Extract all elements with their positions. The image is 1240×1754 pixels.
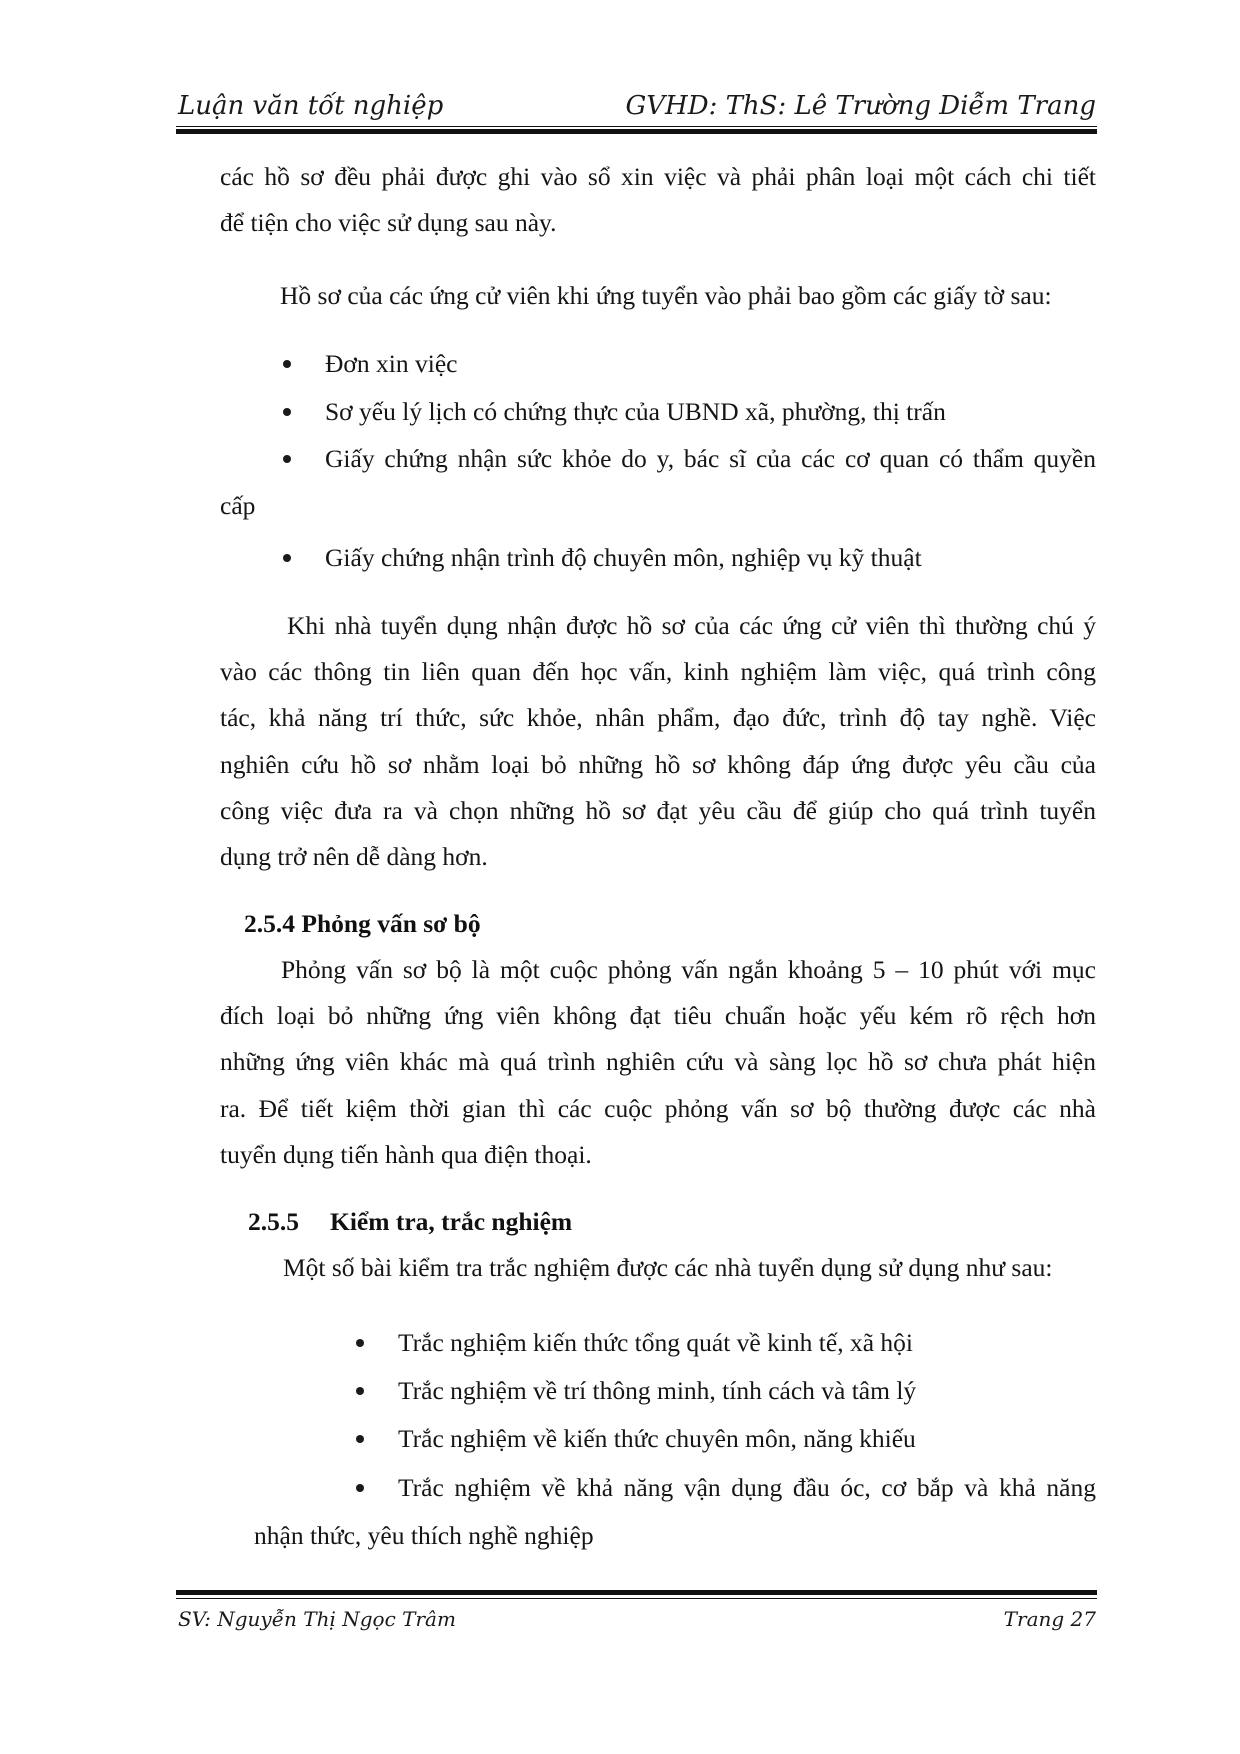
bullet-dot: [283, 554, 291, 562]
test-item-4-continuation: nhận thức, yêu thích nghề nghiệp: [254, 1521, 594, 1550]
document-item-3: Giấy chứng nhận sức khỏe do y, bác sĩ của các cơ quan có thẩm quyền: [325, 444, 1096, 473]
section-title: Phỏng vấn sơ bộ: [301, 909, 481, 938]
section-number: 2.5.5: [248, 1207, 299, 1236]
review-line-2: vào các thông tin liên quan đến học vấn, kinh nghiệm làm việc, quá trình công: [220, 657, 1096, 686]
bullet-dot: [356, 1435, 364, 1443]
bullet-dot: [356, 1387, 364, 1395]
review-line-5: công việc đưa ra và chọn những hồ sơ đạt yêu cầu để giúp cho quá trình tuyển: [220, 796, 1096, 825]
review-line-3: tác, khả năng trí thức, sức khỏe, nhân phẩm, đạo đức, trình độ tay nghề. Việc: [220, 703, 1096, 732]
document-item-2: Sơ yếu lý lịch có chứng thực của UBND xã, phường, thị trấn: [325, 397, 946, 426]
tests-intro: Một số bài kiểm tra trắc nghiệm được các nhà tuyển dụng sử dụng như sau:: [283, 1253, 1053, 1282]
documents-intro: Hồ sơ của các ứng cử viên khi ứng tuyển vào phải bao gồm các giấy tờ sau:: [280, 281, 1052, 310]
header-thesis-title: Luận văn tốt nghiệp: [178, 91, 444, 121]
header-rule-thin: [176, 126, 1097, 127]
page-footer: [178, 1603, 1096, 1635]
test-item-3: Trắc nghiệm về kiến thức chuyên môn, năng khiếu: [398, 1424, 916, 1453]
page-number: Trang 27: [1003, 1607, 1096, 1631]
footer-rule-thick: [176, 1590, 1097, 1595]
footer-student-name: SV: Nguyễn Thị Ngọc Trâm: [178, 1607, 456, 1631]
test-item-1: Trắc nghiệm kiến thức tổng quát về kinh tế, xã hội: [398, 1328, 913, 1357]
bullet-dot: [356, 1484, 364, 1492]
intro-line-2: để tiện cho việc sử dụng sau này.: [220, 208, 557, 237]
test-item-2: Trắc nghiệm về trí thông minh, tính cách và tâm lý: [398, 1376, 917, 1405]
review-line-6: dụng trở nên dễ dàng hơn.: [220, 842, 488, 871]
header-advisor: GVHD: ThS: Lê Trường Diễm Trang: [625, 91, 1096, 121]
interview-line-1: Phỏng vấn sơ bộ là một cuộc phỏng vấn ngắn khoảng 5 – 10 phút với mục: [281, 955, 1096, 984]
test-item-4: Trắc nghiệm về khả năng vận dụng đầu óc, cơ bắp và khả năng: [398, 1473, 1096, 1502]
section-title: Kiểm tra, trắc nghiệm: [330, 1207, 573, 1236]
bullet-dot: [356, 1339, 364, 1347]
interview-line-5: tuyển dụng tiến hành qua điện thoại.: [220, 1140, 592, 1169]
intro-line-1: các hồ sơ đều phải được ghi vào sổ xin việc và phải phân loại một cách chi tiết: [220, 162, 1096, 191]
document-item-1: Đơn xin việc: [325, 349, 458, 378]
footer-rule-thin: [176, 1598, 1097, 1599]
review-line-1: Khi nhà tuyển dụng nhận được hồ sơ của các ứng cử viên thì thường chú ý: [287, 611, 1096, 640]
review-line-4: nghiên cứu hồ sơ nhằm loại bỏ những hồ sơ không đáp ứng được yêu cầu của: [220, 750, 1096, 779]
section-number: 2.5.4: [244, 909, 295, 938]
document-item-3-continuation: cấp: [220, 491, 256, 520]
section-heading-2-5-4: [244, 907, 481, 941]
bullet-dot: [283, 455, 291, 463]
interview-line-3: những ứng viên khác mà quá trình nghiên cứu và sàng lọc hồ sơ chưa phát hiện: [220, 1047, 1096, 1076]
interview-line-2: đích loại bỏ những ứng viên không đạt tiêu chuẩn hoặc yếu kém rõ rệch hơn: [220, 1001, 1096, 1030]
interview-line-4: ra. Để tiết kiệm thời gian thì các cuộc phỏng vấn sơ bộ thường được các nhà: [220, 1094, 1096, 1123]
bullet-dot: [283, 408, 291, 416]
section-heading-2-5-5: [248, 1205, 572, 1239]
header-rule-thick: [176, 129, 1097, 134]
page-header: [178, 88, 1096, 124]
bullet-dot: [283, 360, 291, 368]
document-item-4: Giấy chứng nhận trình độ chuyên môn, nghiệp vụ kỹ thuật: [325, 543, 922, 572]
